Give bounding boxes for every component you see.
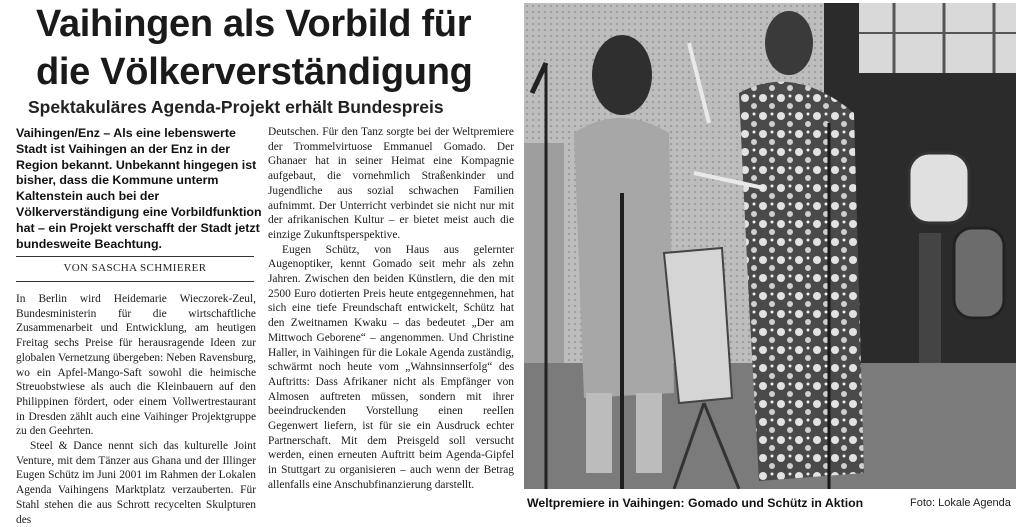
subheadline: Spektakuläres Agenda-Projekt erhält Bundespreis <box>28 97 444 117</box>
body-column-2 <box>268 125 514 493</box>
lead-paragraph: Vaihingen/Enz – Als eine lebenswerte Stadt ist Vaihingen an der Enz in der Region bekannt. Unbekannt hingegen ist bisher, dass die Kommune unterm Kaltenstein auch bei der Völkerverständigung eine Vorbildfunktion hat – ein Projekt verschafft der Stadt jetzt bundesweite Beachtung. <box>16 126 262 251</box>
byline-rule-top <box>16 256 254 257</box>
headline: Vaihingen als Vorbild für die Völkerverständigung <box>36 3 473 93</box>
body-column-1 <box>16 292 256 527</box>
body-paragraph: Deutschen. Für den Tanz sorgte bei der Weltpremiere der Trommelvirtuose Emmanuel Gomado. Der Ghanaer hat in seiner Heimat eine Kompagnie aufgebaut, die vornehmlich Straßenkinder und Jugendliche aus sozial schwachen Familien aufnimmt. Der Unterricht verbindet sie nicht nur mit der afrikanischen Kultur – er bietet meist auch die einzige Zukunftsperspektive. <box>268 126 514 241</box>
photo-illustration <box>524 3 1016 489</box>
photo-credit: Foto: Lokale Agenda <box>910 497 1011 509</box>
byline: VON SASCHA SCHMIERER <box>63 262 207 274</box>
body-paragraph: Steel & Dance nennt sich das kulturelle Joint Venture, mit dem Tänzer aus Ghana und der Illinger Eugen Schütz im Juni 2001 im Rahmen der Lokalen Agenda Vaihingens Marktplatz verzauberten. Für Stahl stehen die aus Schrott recycelten Skulpturen des <box>16 440 256 526</box>
news-photo <box>524 3 1016 489</box>
photo-caption: Weltpremiere in Vaihingen: Gomado und Schütz in Aktion <box>527 496 864 510</box>
body-paragraph: Eugen Schütz, von Haus aus gelernter Augenoptiker, kennt Gomado seit mehr als zehn Jahren. Zwischen den beiden Künstlern, die den mit 2500 Euro dotierten Preis heute entgegennehmen, hat sich eine tiefe Freundschaft entwickelt, Schütz hat den Zweitnamen Kwaku – das bedeutet „Der am Mittwoch Geborene“ – angenommen. Und Christine Haller, in Vaihingen für die Lokale Agenda zuständig, schwärmt noch heute vom „Wahnsinnserfolg“ des Auftritts: Dass Afrikaner nicht als Empfänger von Almosen auftreten müssen, sondern mit ihrer beeindruckenden Vorstellung einen reellen Gegenwert liefern, ist für sie ein Ausdruck echter Partnerschaft. Mit dem Preisgeld soll versucht werden, einen erneuten Auftritt beim Agenda-Gipfel in Stuttgart zu organisieren – auch wenn der Betrag allenfalls eine Anschubfinanzierung darstellt. <box>268 243 514 491</box>
body-paragraph: In Berlin wird Heidemarie Wieczorek-Zeul, Bundesministerin für die wirtschaftliche Zusammenarbeit und Entwicklung, am heutigen Freitag sechs Preise für herausragende Ideen zur globalen Vernetzung übergeben: Neben Ravensburg, wo ein Apfel-Mango-Saft sowohl die heimische Streuobstwiese als auch die Kleinbauern auf den Philippinen fördert, oder einem Vollwertrestaurant in Dresden zählt auch eine Vaihinger Projektgruppe zu den Geehrten. <box>16 293 256 438</box>
byline-rule-bottom <box>16 281 254 282</box>
